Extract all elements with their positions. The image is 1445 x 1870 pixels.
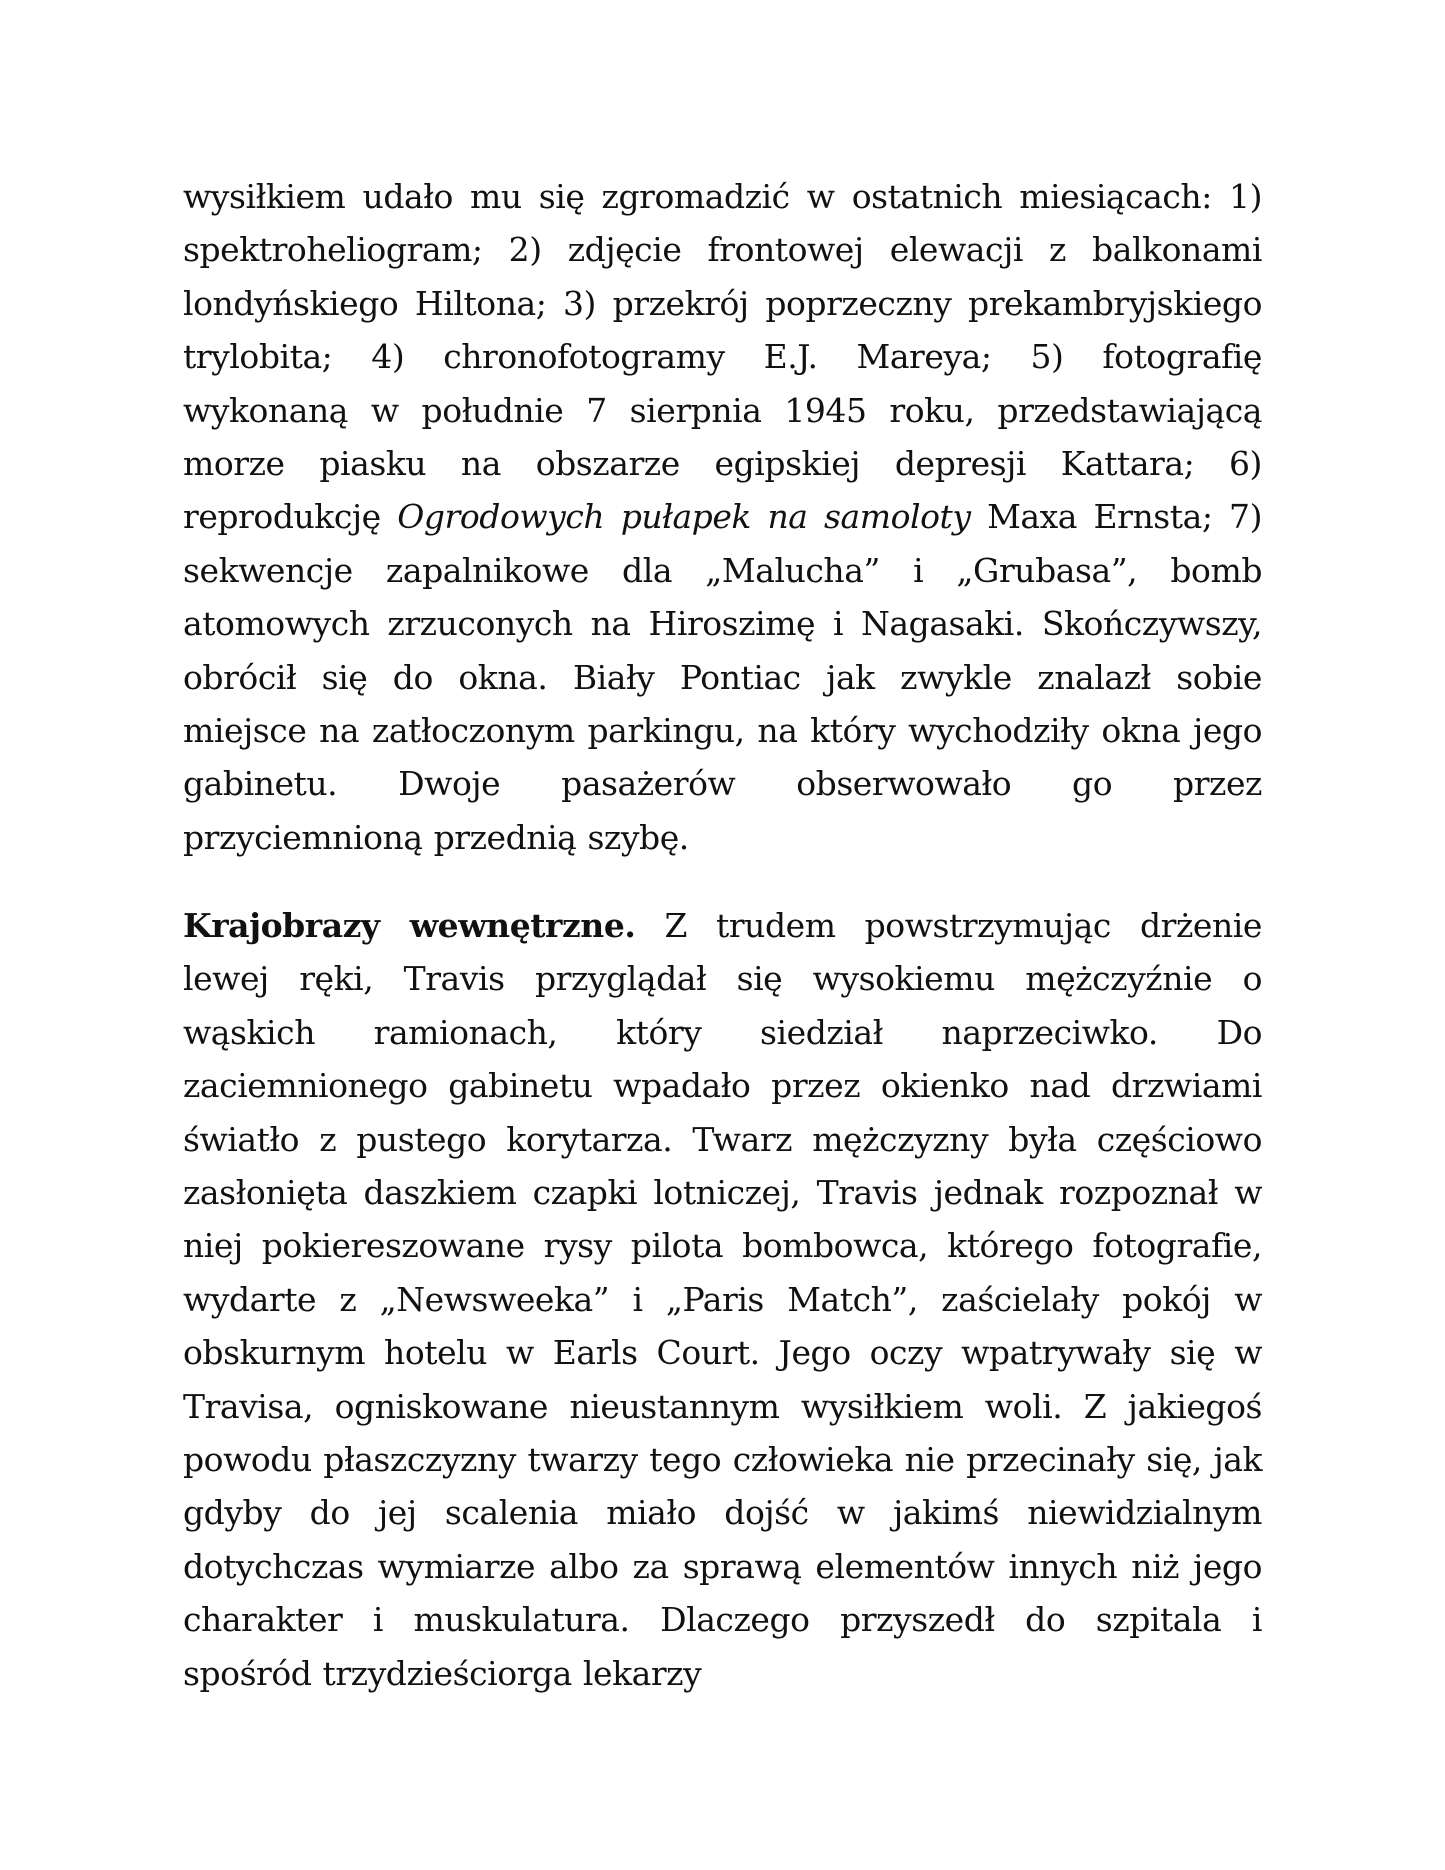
paragraph-text bbox=[183, 170, 1262, 864]
artwork-title: Ogrodowych pułapek na samoloty bbox=[397, 497, 971, 537]
section-heading: Krajobrazy wewnętrzne. bbox=[183, 906, 636, 945]
section-body: Z trudem powstrzymując drżenie lewej ręki, Travis przyglądał się wysokiemu mężczyźnie o wąskich ramionach, który siedział naprzeciwko. Do zaciemnionego gabinetu wpadało przez okienko nad drzwiami światło z pustego korytarza. Twarz mężczyzny była częściowo zasłonięta daszkiem czapki lotniczej, Travis jednak rozpoznał w niej pokiereszowane rysy pilota bombowca, którego fotografie, wydarte z „Newsweeka” i „Paris Match”, zaścielały pokój w obskurnym hotelu w Earls Court. Jego oczy wpatrywały się w Travisa, ogniskowane nieustannym wysiłkiem woli. Z jakiegoś powodu płaszczyzny twarzy tego człowieka nie przecinały się, jak gdyby do jej scalenia miało dojść w jakimś niewidzialnym dotychczas wymiarze albo za sprawą elementów innych niż jego charakter i muskulatura. Dlaczego przyszedł do szpitala i spośród trzydzieściorga lekarzy bbox=[183, 906, 1262, 1693]
paragraph-text-start: wysiłkiem udało mu się zgromadzić w ostatnich miesiącach: 1) spektroheliogram; 2) zdjęcie frontowej elewacji z balkonami londyńskiego Hiltona; 3) przekrój poprzeczny prekambryjskiego trylobita; 4) chronofotogramy E.J. Mareya; 5) fotografię wykonaną w południe 7 sierpnia 1945 roku, przedstawiającą morze piasku na obszarze egipskiej depresji Kattara; 6) reprodukcję bbox=[183, 177, 1262, 537]
paragraph-text bbox=[183, 899, 1262, 1700]
paragraph-text-end: Maxa Ernsta; 7) sekwencje zapalnikowe dla „Malucha” i „Grubasa”, bomb atomowych zrzuconych na Hiroszimę i Nagasaki. Skończywszy, obrócił się do okna. Biały Pontiac jak zwykle znalazł sobie miejsce na zatłoczonym parkingu, na który wychodziły okna jego gabinetu. Dwoje pasażerów obserwowało go przez przyciemnioną przednią szybę. bbox=[183, 497, 1262, 857]
paragraph-continuation bbox=[183, 170, 1262, 864]
paragraph-section bbox=[183, 899, 1262, 1700]
